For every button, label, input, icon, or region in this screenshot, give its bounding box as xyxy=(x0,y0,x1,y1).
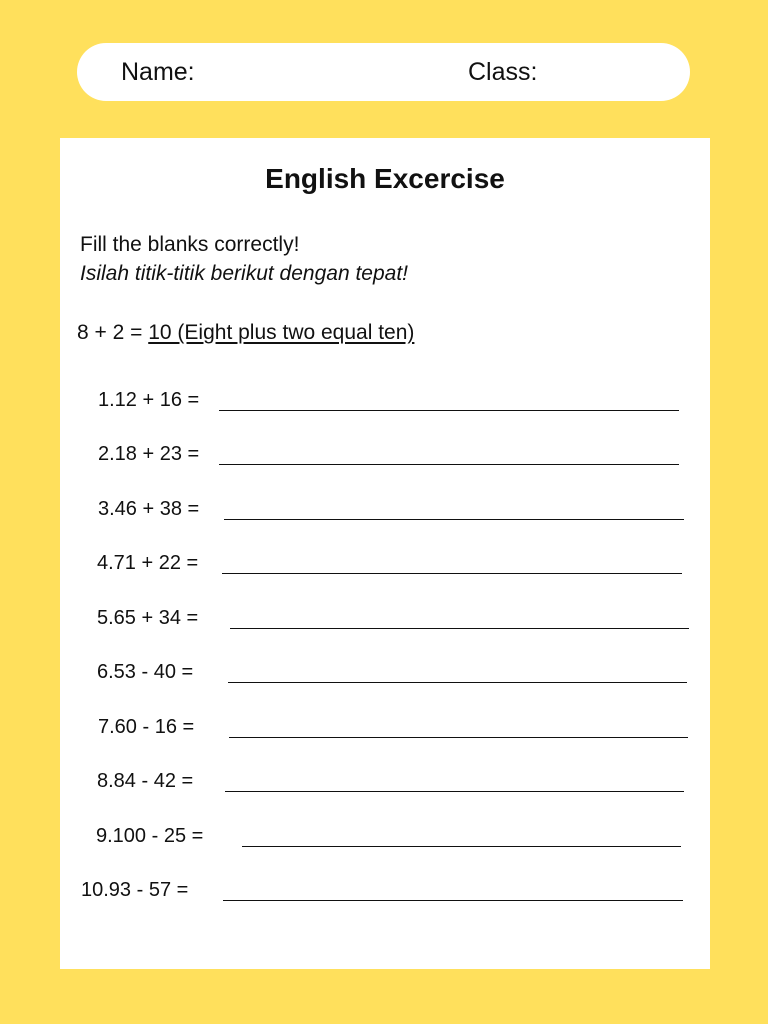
instruction-translation: Isilah titik-titik berikut dengan tepat! xyxy=(80,262,409,285)
class-label: Class: xyxy=(468,58,538,86)
answer-blank[interactable] xyxy=(222,573,682,574)
question-row xyxy=(97,657,193,687)
question-text: 6.53 - 40 = xyxy=(97,661,194,683)
answer-blank[interactable] xyxy=(219,410,679,411)
question-row xyxy=(98,439,199,469)
question-row xyxy=(98,385,199,415)
question-row xyxy=(98,712,194,742)
question-text: 5.65 + 34 = xyxy=(97,607,199,629)
question-row xyxy=(97,548,198,578)
answer-blank[interactable] xyxy=(219,464,679,465)
question-text: 3.46 + 38 = xyxy=(98,498,200,520)
question-text: 8.84 - 42 = xyxy=(97,770,194,792)
example-equation-text: 8 + 2 = xyxy=(77,321,149,344)
question-text: 4.71 + 22 = xyxy=(97,552,199,574)
question-row xyxy=(96,821,203,851)
instruction-text: Fill the blanks correctly! xyxy=(80,233,300,256)
question-text: 2.18 + 23 = xyxy=(98,443,200,465)
answer-blank[interactable] xyxy=(229,737,688,738)
answer-blank[interactable] xyxy=(224,519,684,520)
question-row xyxy=(98,494,199,524)
answer-blank[interactable] xyxy=(228,682,687,683)
question-row xyxy=(97,766,193,796)
answer-blank[interactable] xyxy=(230,628,689,629)
worksheet-title: English Excercise xyxy=(265,163,505,194)
answer-blank[interactable] xyxy=(225,791,684,792)
answer-blank[interactable] xyxy=(242,846,681,847)
answer-blank[interactable] xyxy=(223,900,683,901)
question-text: 10.93 - 57 = xyxy=(81,879,189,901)
name-label: Name: xyxy=(121,58,195,86)
example-answer: 10 (Eight plus two equal ten) xyxy=(148,321,415,344)
question-text: 1.12 + 16 = xyxy=(98,389,200,411)
question-row xyxy=(81,875,188,905)
question-text: 9.100 - 25 = xyxy=(96,825,204,847)
student-info-bar xyxy=(77,43,690,101)
question-row xyxy=(97,603,198,633)
worksheet xyxy=(60,138,710,969)
example-equation xyxy=(77,318,414,348)
question-text: 7.60 - 16 = xyxy=(98,716,195,738)
